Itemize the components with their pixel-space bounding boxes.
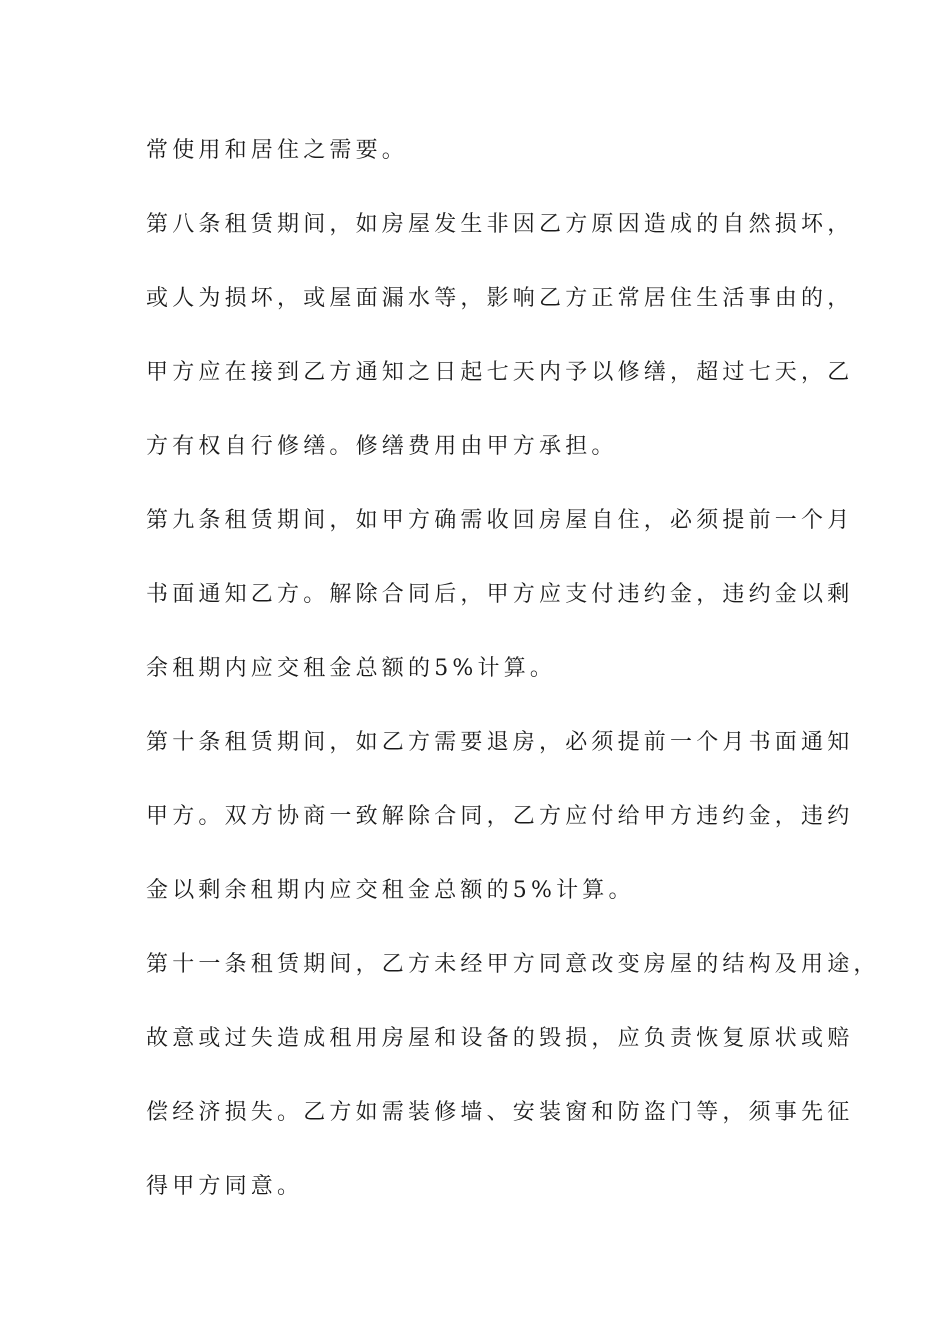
text-line: 第十一条租赁期间，乙方未经甲方同意改变房屋的结构及用途， (146, 952, 880, 977)
text-line: 得甲方同意。 (146, 1174, 304, 1199)
text-line: 故意或过失造成租用房屋和设备的毁损，应负责恢复原状或赔 (146, 1026, 854, 1051)
text-line: 常使用和居住之需要。 (146, 138, 409, 163)
text-line: 第八条租赁期间，如房屋发生非因乙方原因造成的自然损坏， (146, 212, 854, 237)
text-line: 方有权自行修缮。修缮费用由甲方承担。 (146, 434, 618, 459)
text-line: 甲方应在接到乙方通知之日起七天内予以修缮，超过七天，乙 (146, 360, 854, 385)
text-line: 偿经济损失。乙方如需装修墙、安装窗和防盗门等，须事先征 (146, 1100, 854, 1125)
text-line: 或人为损坏，或屋面漏水等，影响乙方正常居住生活事由的， (146, 286, 854, 311)
text-line: 第九条租赁期间，如甲方确需收回房屋自住，必须提前一个月 (146, 508, 854, 533)
text-line: 金以剩余租期内应交租金总额的5%计算。 (146, 878, 635, 903)
text-line: 书面通知乙方。解除合同后，甲方应支付违约金，违约金以剩 (146, 582, 854, 607)
text-line: 余租期内应交租金总额的5%计算。 (146, 656, 557, 681)
text-line: 第十条租赁期间，如乙方需要退房，必须提前一个月书面通知 (146, 730, 854, 755)
text-line: 甲方。双方协商一致解除合同，乙方应付给甲方违约金，违约 (146, 804, 854, 829)
